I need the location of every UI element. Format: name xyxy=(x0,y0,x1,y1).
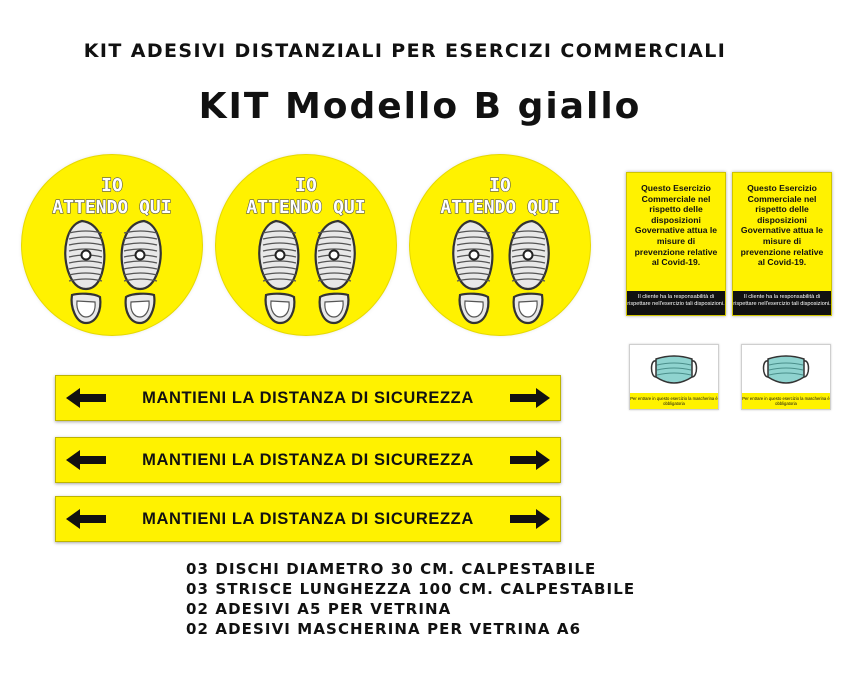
disc-text-line1: IO xyxy=(295,175,317,196)
face-mask-icon xyxy=(760,349,812,391)
disc-text-line2: ATTENDO QUI xyxy=(440,197,560,218)
disc-text-line1: IO xyxy=(101,175,123,196)
poster-footer: Il cliente ha la responsabilità di rispettare nell'esercizio tali disposizioni. xyxy=(733,291,831,315)
footprints-icon xyxy=(216,155,396,335)
floor-disc xyxy=(216,155,396,335)
arrow-right-icon xyxy=(508,386,552,410)
arrow-right-icon xyxy=(508,448,552,472)
disc-text-line2: ATTENDO QUI xyxy=(246,197,366,218)
poster-footer: Il cliente ha la responsabilità di rispettare nell'esercizio tali disposizioni. xyxy=(627,291,725,315)
footprints-icon xyxy=(410,155,590,335)
window-poster-a5 xyxy=(732,172,832,316)
strip-label: MANTIENI LA DISTANZA DI SICUREZZA xyxy=(142,451,474,469)
arrow-left-icon xyxy=(64,386,108,410)
poster-text: Questo Esercizio Commerciale nel rispetto delle disposizioni Governative attua le misure di prevenzione relative al Covid-19. xyxy=(740,183,824,268)
floor-strip xyxy=(55,437,561,483)
window-poster-a5 xyxy=(626,172,726,316)
mask-sticker-a6 xyxy=(629,344,719,410)
arrow-left-icon xyxy=(64,448,108,472)
face-mask-icon xyxy=(648,349,700,391)
strip-label: MANTIENI LA DISTANZA DI SICUREZZA xyxy=(142,389,474,407)
footprints-icon xyxy=(22,155,202,335)
mask-sticker-footer: Per entrare in questo esercizio la mascherina è obbligatoria xyxy=(630,393,718,409)
disc-text-line1: IO xyxy=(489,175,511,196)
kit-contents-list xyxy=(186,559,635,639)
arrow-left-icon xyxy=(64,507,108,531)
strip-label: MANTIENI LA DISTANZA DI SICUREZZA xyxy=(142,510,474,528)
kit-title: KIT Modello B giallo xyxy=(198,86,642,127)
floor-strip xyxy=(55,496,561,542)
floor-strip xyxy=(55,375,561,421)
mask-sticker-footer: Per entrare in questo esercizio la mascherina è obbligatoria xyxy=(742,393,830,409)
floor-disc xyxy=(410,155,590,335)
kit-contents-item: 03 DISCHI DIAMETRO 30 CM. CALPESTABILE xyxy=(186,560,597,578)
arrow-right-icon xyxy=(508,507,552,531)
poster-text: Questo Esercizio Commerciale nel rispetto delle disposizioni Governative attua le misure di prevenzione relative al Covid-19. xyxy=(634,183,718,268)
kit-contents-item: 02 ADESIVI A5 PER VETRINA xyxy=(186,600,452,618)
floor-disc xyxy=(22,155,202,335)
kit-contents-item: 03 STRISCE LUNGHEZZA 100 CM. CALPESTABILE xyxy=(186,580,636,598)
kit-subtitle: KIT ADESIVI DISTANZIALI PER ESERCIZI COMMERCIALI xyxy=(83,40,727,62)
mask-sticker-a6 xyxy=(741,344,831,410)
kit-contents-item: 02 ADESIVI MASCHERINA PER VETRINA A6 xyxy=(186,620,582,638)
disc-text-line2: ATTENDO QUI xyxy=(52,197,172,218)
